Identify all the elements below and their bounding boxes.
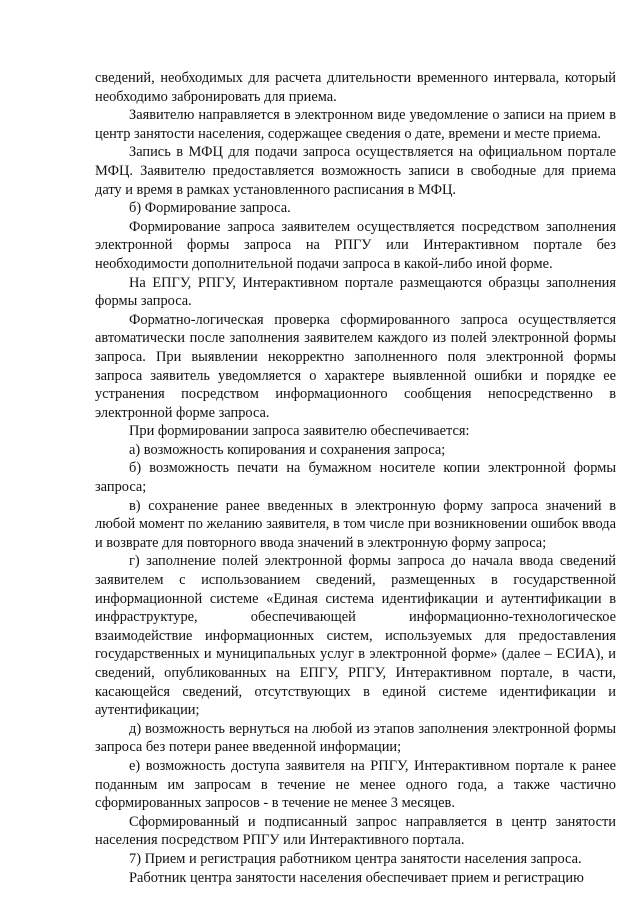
paragraph: д) возможность вернуться на любой из этапов заполнения электронной формы запроса без потери ранее введенной информации;	[95, 720, 616, 756]
paragraph: а) возможность копирования и сохранения запроса;	[129, 441, 446, 458]
paragraph: б) возможность печати на бумажном носителе копии электронной формы запроса;	[95, 460, 616, 496]
paragraph: На ЕПГУ, РПГУ, Интерактивном портале размещаются образцы заполнения формы запроса.	[95, 274, 616, 310]
paragraph: Заявителю направляется в электронном виде уведомление о записи на прием в центр занятости населения, содержащее сведения о дате, времени и месте приема.	[95, 107, 616, 142]
paragraph: б) Формирование запроса.	[129, 200, 291, 217]
document-body	[95, 69, 616, 887]
paragraph: сведений, необходимых для расчета длительности временного интервала, который необходимо забронировать для приема.	[95, 70, 616, 105]
paragraph: Форматно-логическая проверка сформированного запроса осуществляется автоматически после заполнения заявителем каждого из полей электронной формы запроса. При выявлении некорректно заполненного поля электронной формы запроса заявитель уведомляется о характере выявленной ошибки и порядке ее устранения посредством информационного сообщения непосредственно в электронной форме запроса.	[95, 311, 616, 421]
paragraph: Сформированный и подписанный запрос направляется в центр занятости населения посредством РПГУ или Интерактивного портала.	[95, 813, 616, 849]
paragraph: При формировании запроса заявителю обеспечивается:	[129, 423, 470, 440]
paragraph: е) возможность доступа заявителя на РПГУ, Интерактивном портале к ранее поданным им запросам в течение не менее одного года, а также частично сформированных запросов - в течение не менее 3 месяцев.	[95, 757, 616, 812]
paragraph: в) сохранение ранее введенных в электронную форму запроса значений в любой момент по желанию заявителя, в том числе при возникновении ошибок ввода и возврате для повторного ввода значений в электронную форму запроса;	[95, 497, 616, 551]
paragraph: Формирование запроса заявителем осуществляется посредством заполнения электронной формы запроса на РПГУ или Интерактивном портале без необходимости дополнительной подачи запроса в какой-либо иной форме.	[95, 218, 616, 272]
paragraph: 7) Прием и регистрация работником центра занятости населения запроса.	[129, 850, 582, 867]
paragraph: Работник центра занятости населения обеспечивает прием и регистрацию	[129, 869, 584, 886]
paragraph: Запись в МФЦ для подачи запроса осуществляется на официальном портале МФЦ. Заявителю предоставляется возможность записи в свободные для приема дату и время в рамках установленного расписания в МФЦ.	[95, 144, 616, 198]
paragraph: г) заполнение полей электронной формы запроса до начала ввода сведений заявителем с использованием сведений, размещенных в государственной информационной системе «Единая система идентификации и аутентификации в инфраструктуре, обеспечивающей информационно-технологическое взаимодействие информационных систем, используемых для предоставления государственных и муниципальных услуг в электронной форме» (далее – ЕСИА), и сведений, опубликованных на ЕПГУ, РПГУ, Интерактивном портале, в части, касающейся сведений, отсутствующих в единой системе идентификации и аутентификации;	[95, 553, 616, 719]
